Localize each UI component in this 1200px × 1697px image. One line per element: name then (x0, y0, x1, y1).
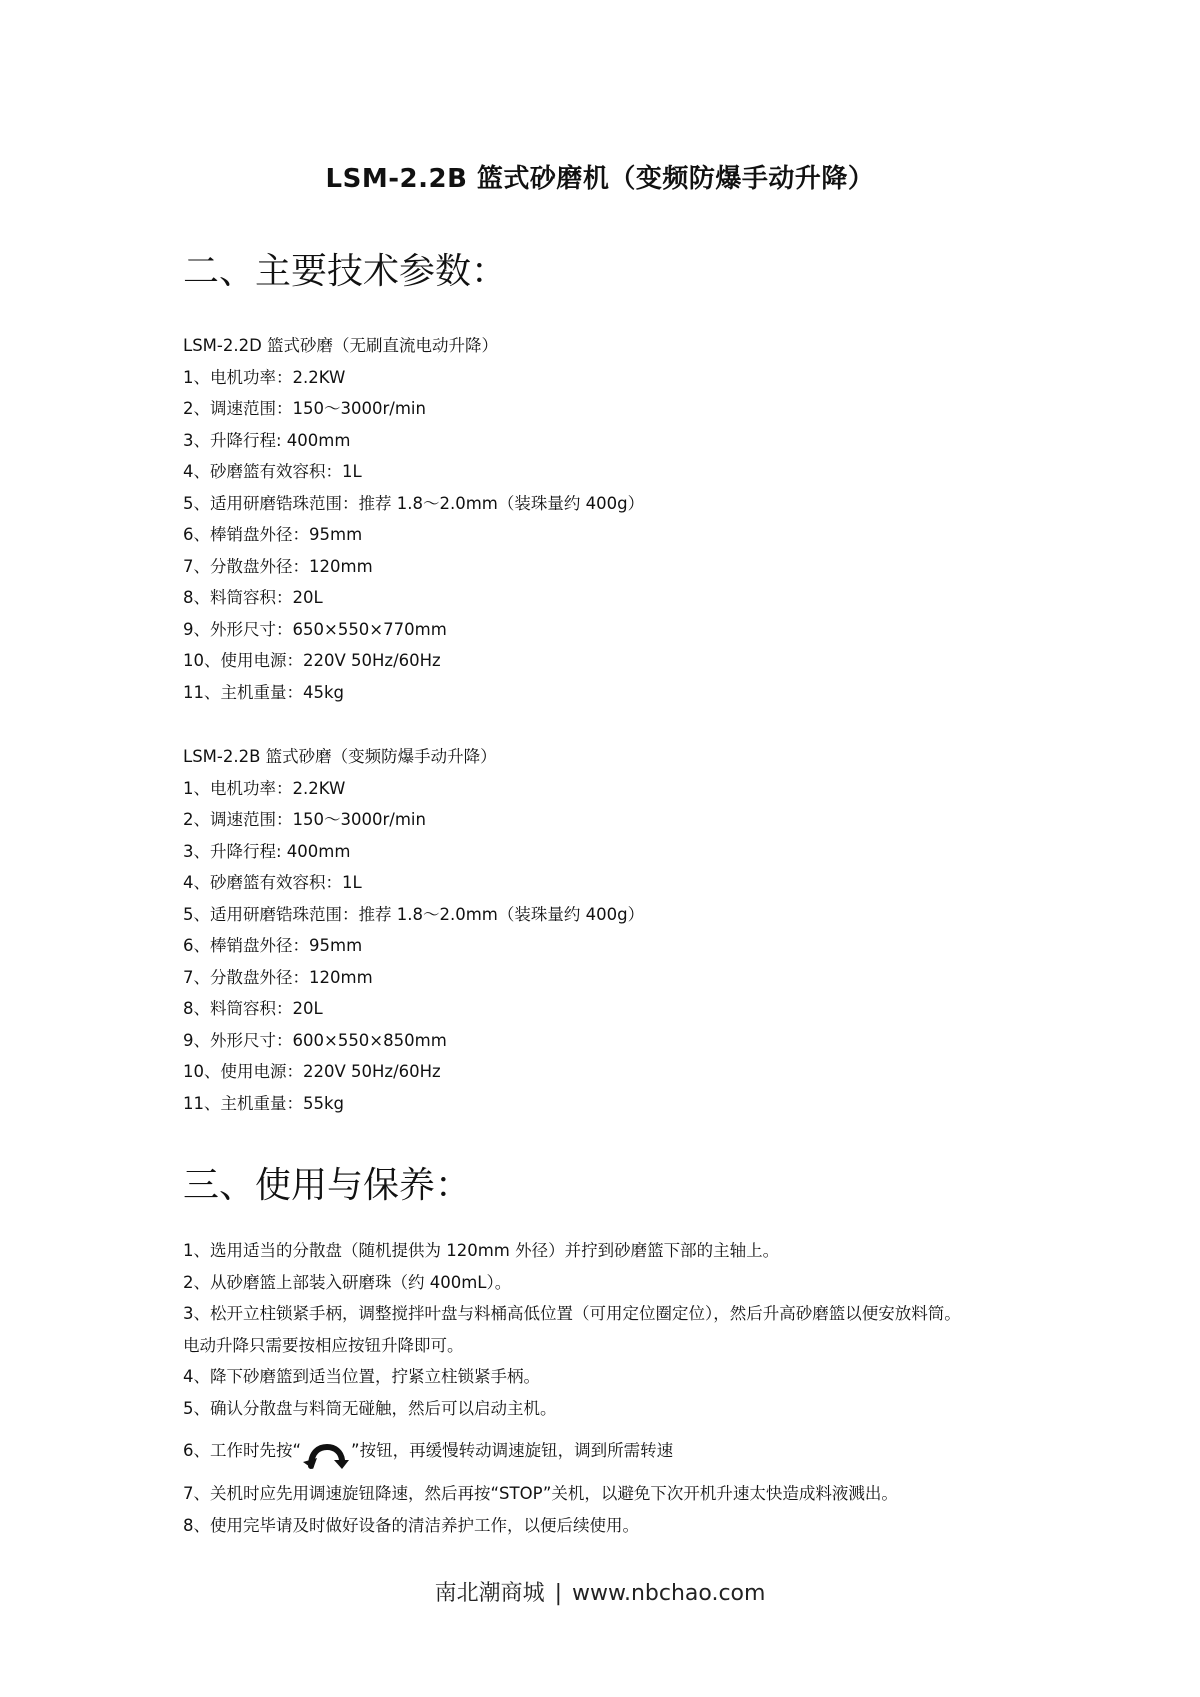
spec-item: 10、使用电源：220V 50Hz/60Hz (183, 1062, 441, 1081)
spec-item: 7、分散盘外径：120mm (183, 556, 373, 576)
rotate-arrow-icon (301, 1438, 351, 1466)
usage-steps (183, 1235, 1083, 1541)
spec-item: 6、棒销盘外径：95mm (183, 525, 363, 544)
usage-step: 8、使用完毕请及时做好设备的清洁养护工作，以便后续使用。 (183, 1515, 639, 1535)
spec-item: 8、料筒容积：20L (183, 999, 323, 1018)
spec-block-lsm-2-2b (183, 741, 644, 1119)
usage-step-start (183, 1424, 1083, 1478)
spec-item: 11、主机重量：45kg (183, 682, 345, 702)
spec-item: 11、主机重量：55kg (183, 1093, 345, 1113)
usage-step: 1、选用适当的分散盘（随机提供为 120mm 外径）并拧到砂磨篮下部的主轴上。 (183, 1241, 780, 1260)
page-footer (0, 1576, 1200, 1607)
footer-url[interactable]: www.nbchao.com (572, 1581, 766, 1606)
usage-step: 4、降下砂磨篮到适当位置，拧紧立柱锁紧手柄。 (183, 1367, 540, 1386)
usage-step: 2、从砂磨篮上部装入研磨珠（约 400mL）。 (183, 1272, 512, 1292)
spec-item: 5、适用研磨锆珠范围：推荐 1.8～2.0mm（装珠量约 400g） (183, 493, 645, 513)
footer-site-name: 南北潮商城 (434, 1581, 545, 1606)
spec-item: 2、调速范围：150～3000r/min (183, 399, 426, 418)
spec-item: 1、电机功率：2.2KW (183, 778, 346, 798)
usage-step: 5、确认分散盘与料筒无碰触，然后可以启动主机。 (183, 1398, 557, 1418)
usage-step-start-prefix: 6、工作时先按“ (183, 1441, 302, 1460)
section-heading-usage: 三、使用与保养： (183, 1165, 472, 1206)
spec-item: 2、调速范围：150～3000r/min (183, 810, 426, 829)
usage-step-continued: 电动升降只需要按相应按钮升降即可。 (183, 1335, 464, 1355)
spec-item: 4、砂磨篮有效容积：1L (183, 873, 362, 892)
spec-item: 10、使用电源：220V 50Hz/60Hz (183, 651, 441, 670)
spec-item: 3、升降行程: 400mm (183, 430, 351, 450)
document-title: LSM-2.2B 篮式砂磨机（变频防爆手动升降） (325, 164, 875, 194)
spec-item: 4、砂磨篮有效容积：1L (183, 462, 362, 481)
model-name: LSM-2.2B 篮式砂磨（变频防爆手动升降） (183, 747, 497, 766)
spec-item: 3、升降行程: 400mm (183, 841, 351, 861)
section-heading-specs: 二、主要技术参数： (183, 251, 508, 292)
spec-item: 1、电机功率：2.2KW (183, 367, 346, 387)
usage-step: 3、松开立柱锁紧手柄，调整搅拌叶盘与料桶高低位置（可用定位圈定位），然后升高砂磨篮以便安放料筒。 (183, 1304, 961, 1323)
spec-item: 5、适用研磨锆珠范围：推荐 1.8～2.0mm（装珠量约 400g） (183, 904, 645, 924)
model-name: LSM-2.2D 篮式砂磨（无刷直流电动升降） (183, 336, 499, 355)
spec-block-lsm-2-2d (183, 330, 644, 708)
spec-item: 9、外形尺寸：600×550×850mm (183, 1030, 447, 1050)
spec-item: 8、料筒容积：20L (183, 588, 323, 607)
spec-item: 7、分散盘外径：120mm (183, 967, 373, 987)
usage-step-start-suffix: ”按钮，再缓慢转动调速旋钮，调到所需转速 (351, 1441, 674, 1460)
usage-step: 7、关机时应先用调速旋钮降速，然后再按“STOP”关机，以避免下次开机升速太快造成料液溅出。 (183, 1484, 898, 1503)
spec-item: 9、外形尺寸：650×550×770mm (183, 619, 447, 639)
footer-separator: | (554, 1581, 562, 1606)
spec-item: 6、棒销盘外径：95mm (183, 936, 363, 955)
